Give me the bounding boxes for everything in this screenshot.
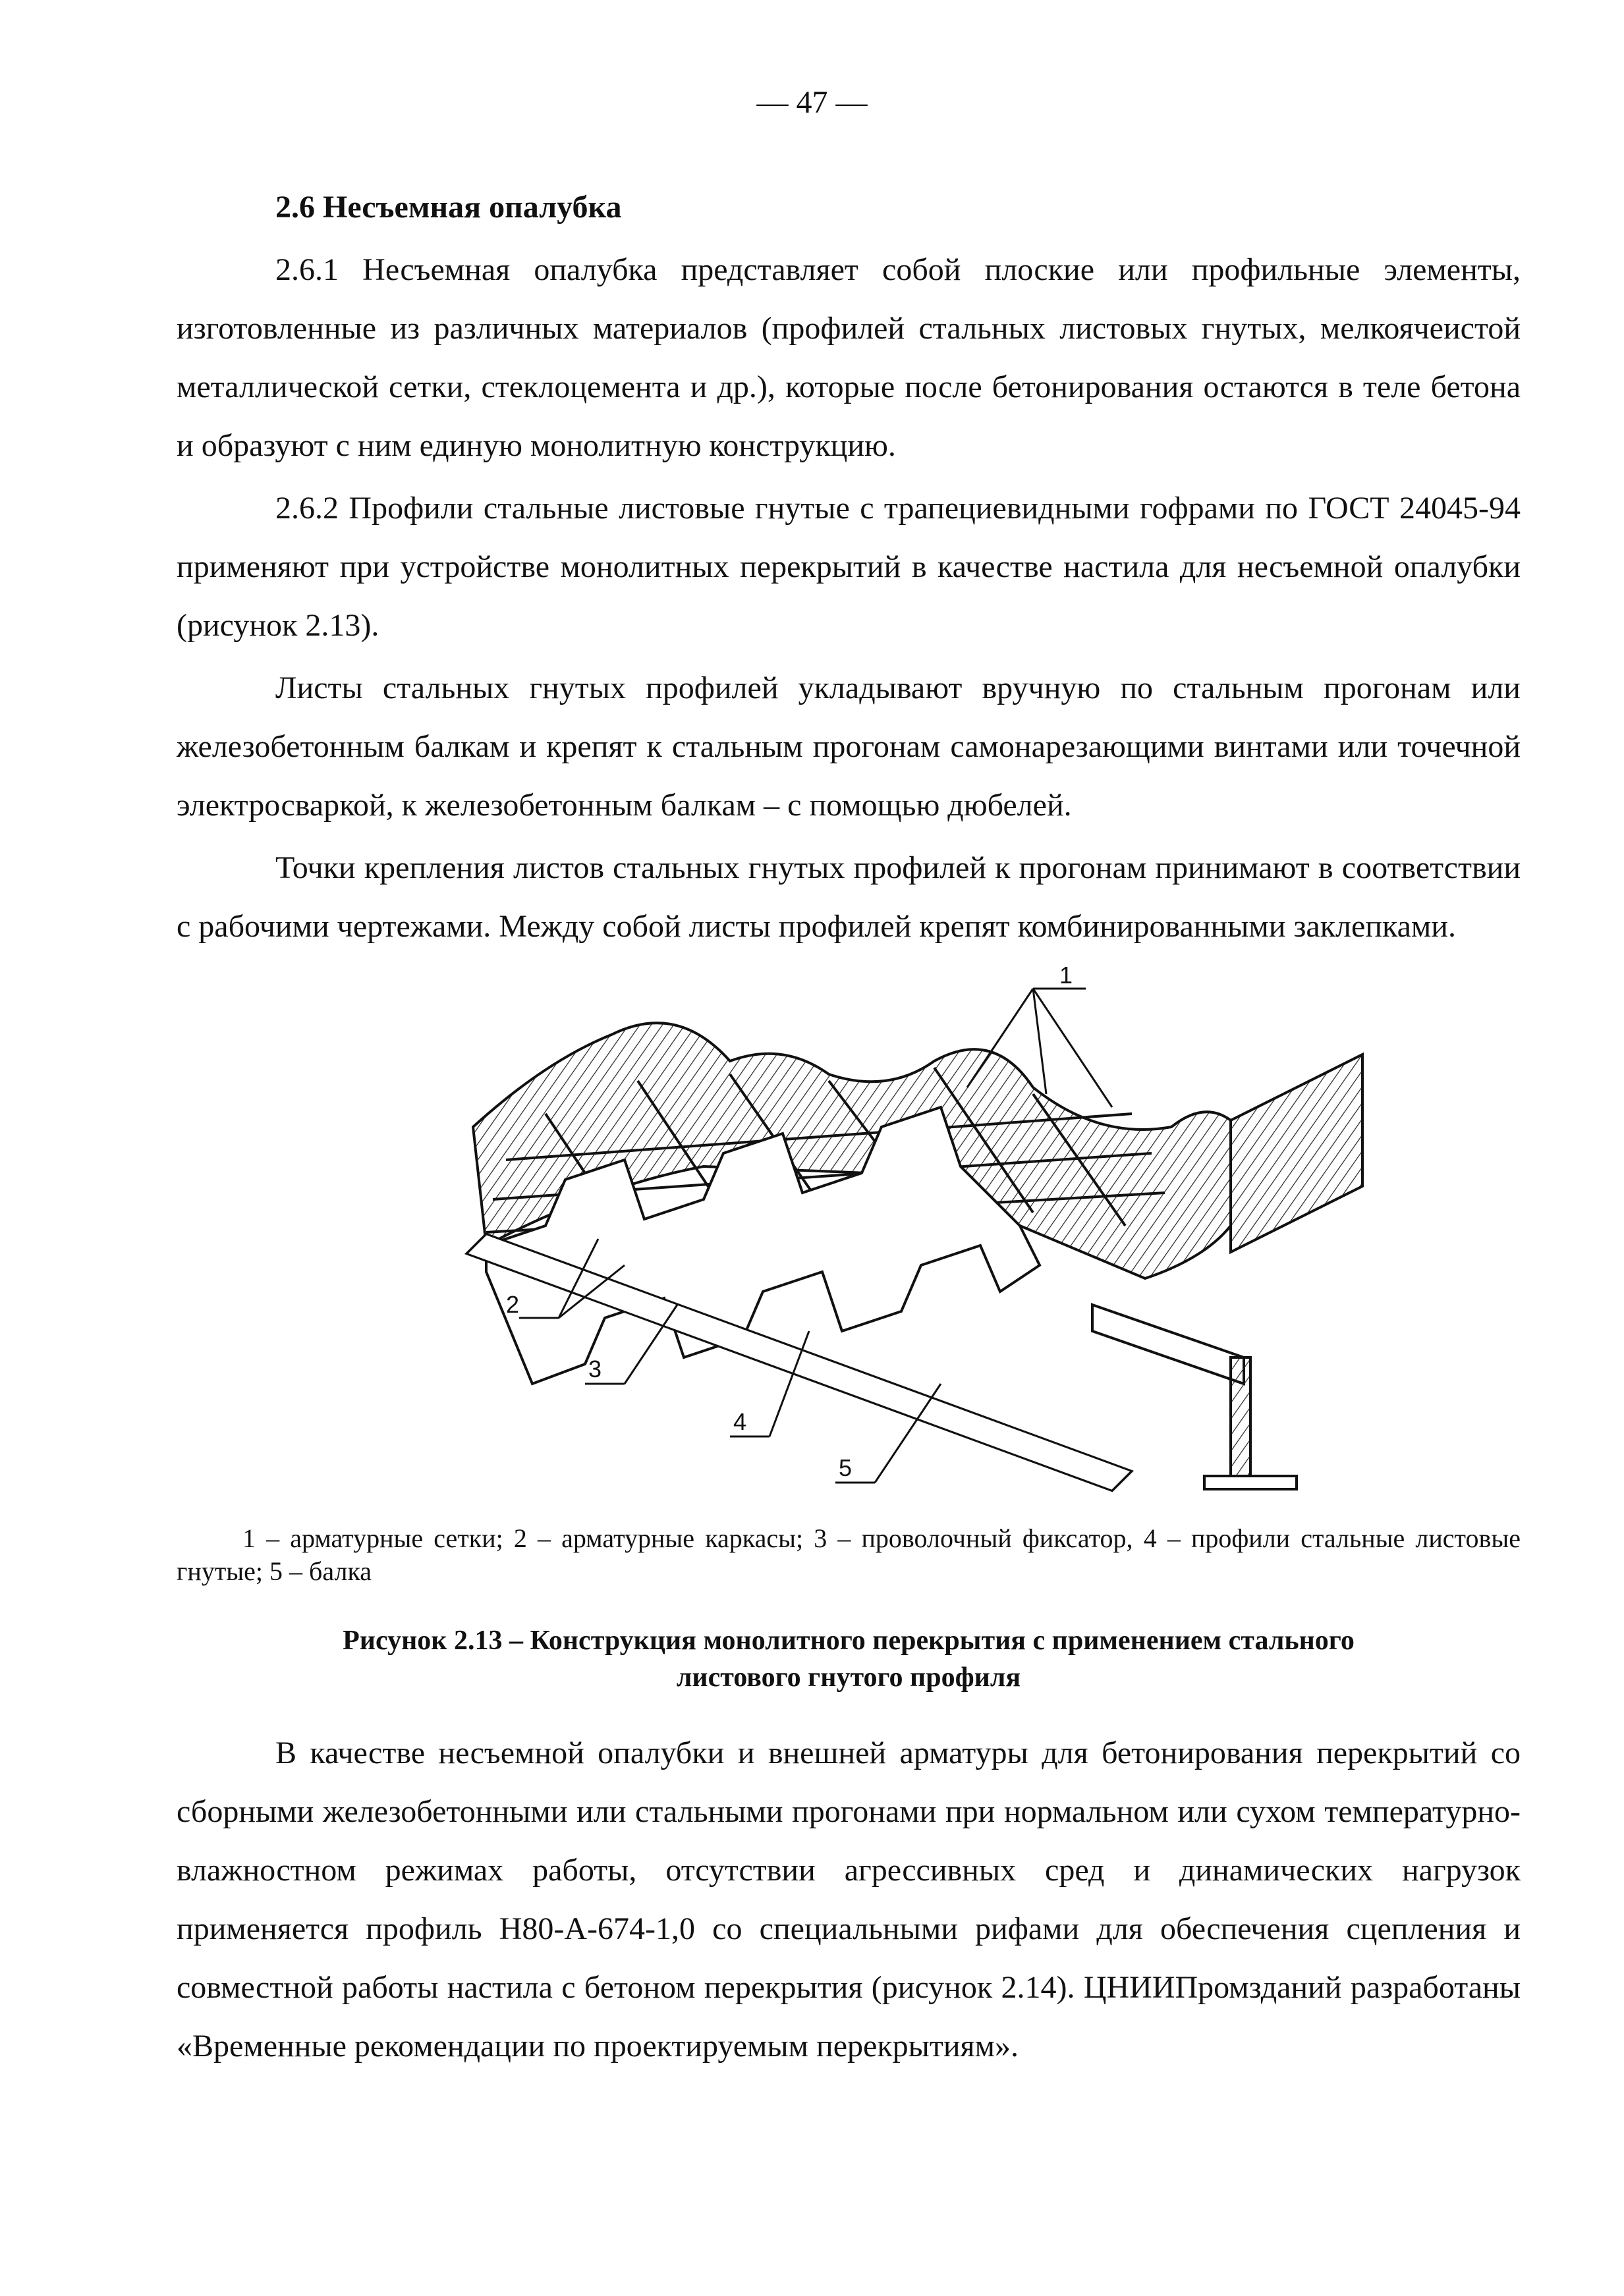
figure-legend: 1 – арматурные сетки; 2 – арматурные каркасы; 3 – проволочный фиксатор, 4 – профили стальные листовые гнутые; 5 – балка <box>177 1523 1521 1586</box>
paragraph: Листы стальных гнутых профилей укладывают вручную по стальным прогонам или железобетонным балкам и крепят к стальным прогонам самонарезающими винтами или точечной электросваркой, к железобетонным балкам – с помощью дюбелей. <box>177 670 1521 823</box>
paragraph: Точки крепления листов стальных гнутых профилей к прогонам принимают в соответствии с рабочими чертежами. Между собой листы профилей крепят комбинированными заклепками. <box>177 850 1521 944</box>
figure-label-5: 5 <box>839 1454 853 1481</box>
slab-section-shape <box>1231 1054 1362 1252</box>
figure-slab-drawing <box>177 962 1521 1502</box>
paragraph: 2.6.2 Профили стальные листовые гнутые с трапециевидными гофрами по ГОСТ 24045-94 применяют при устройстве монолитных перекрытий в качестве настила для несъемной опалубки (рисунок 2.13). <box>177 491 1521 643</box>
paragraph: 2.6.1 Несъемная опалубка представляет собой плоские или профильные элементы, изготовленные из различных материалов (профилей стальных листовых гнутых, мелкоячеистой металлической сетки, стеклоцемента и др.), которые после бетонирования остаются в теле бетона и образуют с ним единую монолитную конструкцию. <box>177 252 1521 463</box>
page-number: — 47 — <box>756 85 868 120</box>
figure-label-2: 2 <box>506 1291 520 1318</box>
slab-drawing-illustration <box>177 962 1521 1502</box>
figure-label-3: 3 <box>588 1355 602 1382</box>
document-body <box>177 175 1521 2079</box>
figure-title-line: листового гнутого профиля <box>676 1662 1021 1693</box>
figure-title-line: Рисунок 2.13 – Конструкция монолитного перекрытия с применением стального <box>343 1626 1355 1656</box>
figure-title <box>177 1622 1521 1696</box>
steel-beam-shape <box>1092 1305 1297 1489</box>
figure-label-1: 1 <box>1059 962 1073 989</box>
section-heading: 2.6 Несъемная опалубка <box>275 190 622 225</box>
paragraph: В качестве несъемной опалубки и внешней арматуры для бетонирования перекрытий со сборными железобетонными или стальными прогонами при нормальном или сухом температурно-влажностном режимах работы, отсутствии агрессивных сред и динамических нагрузок применяется профиль Н80-А-674-1,0 со специальными рифами для обеспечения сцепления и совместной работы настила с бетоном перекрытия (рисунок 2.14). ЦНИИПромзданий разработаны «Временные рекомендации по проектируемым перекрытиям». <box>177 1736 1521 2064</box>
figure-label-4: 4 <box>733 1408 747 1435</box>
